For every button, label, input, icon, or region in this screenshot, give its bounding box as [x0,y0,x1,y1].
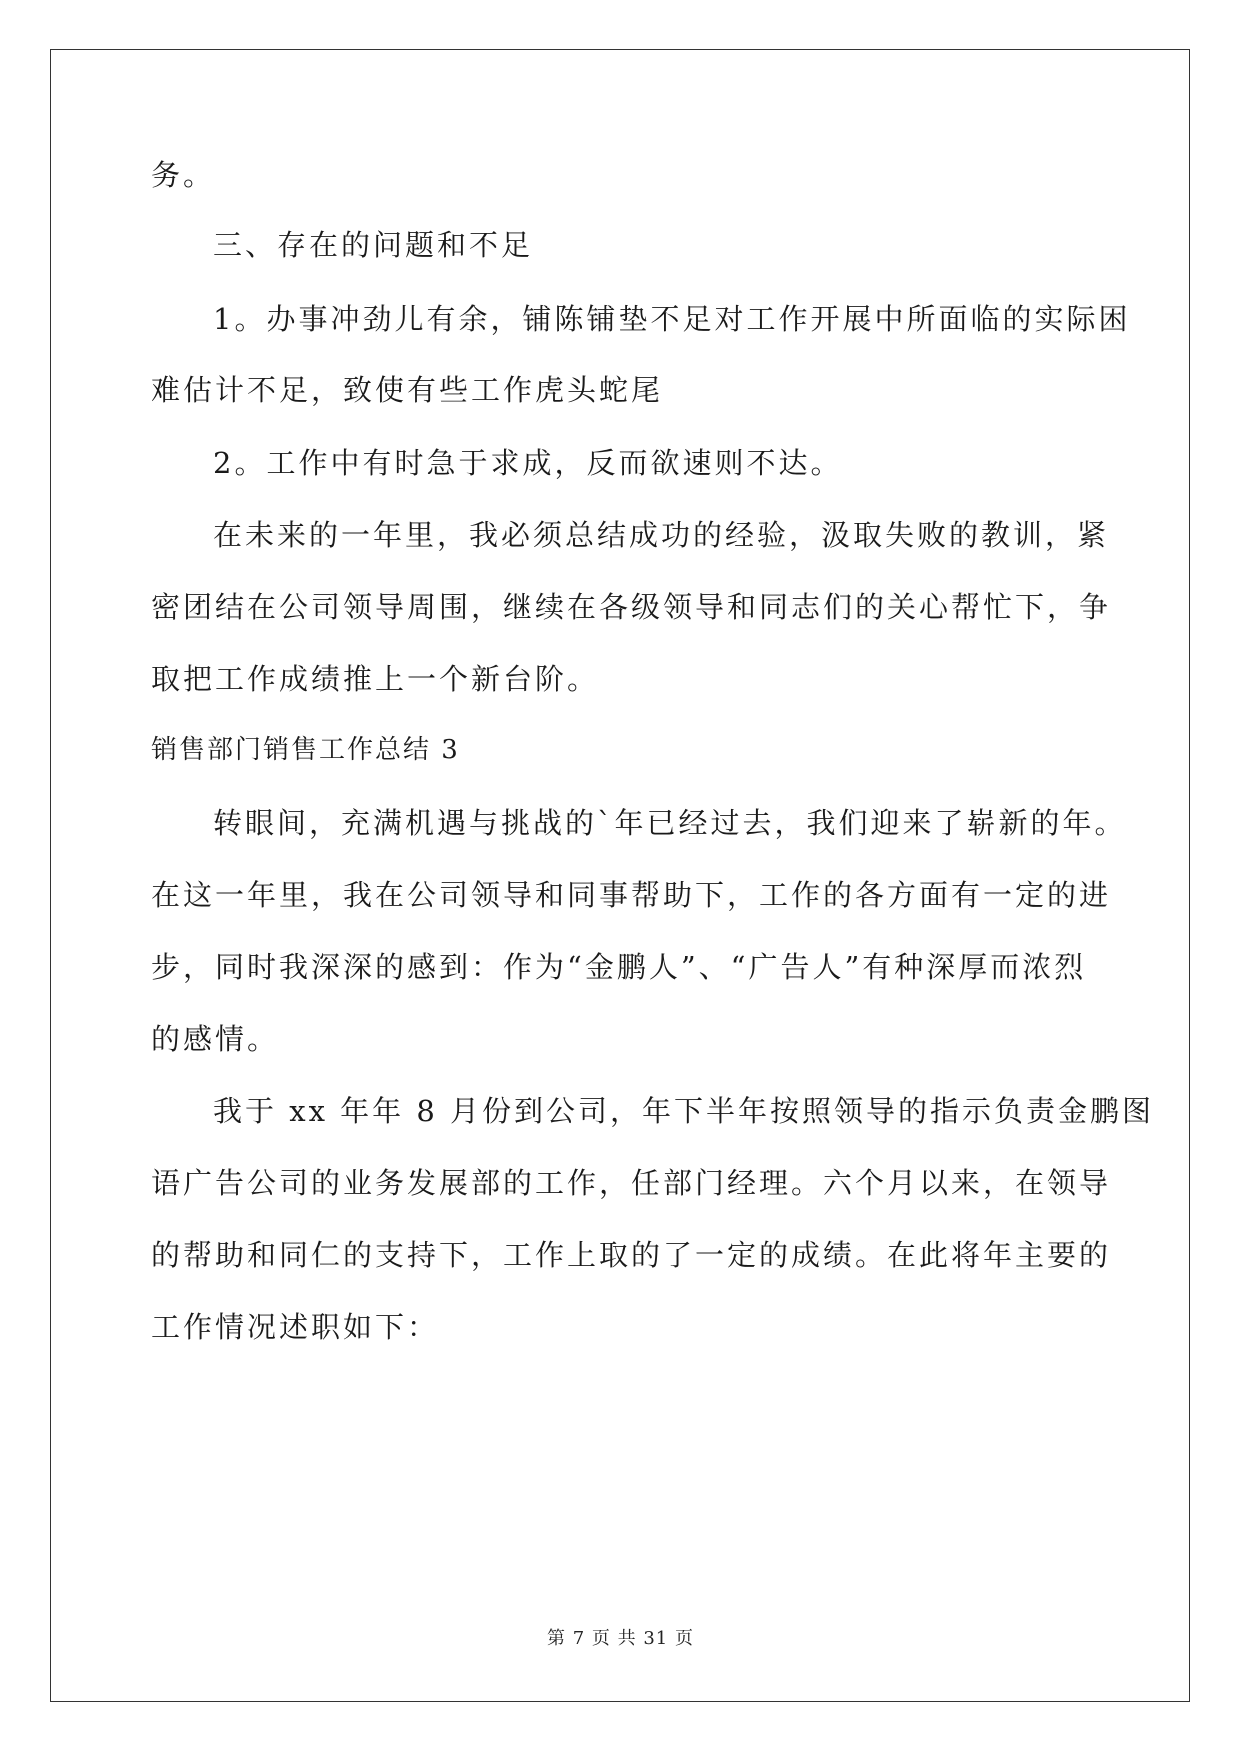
body-line: 在未来的一年里，我必须总结成功的经验，汲取失败的教训，紧 [213,518,1110,552]
body-line: 1。办事冲劲儿有余，铺陈铺垫不足对工作开展中所面临的实际困 [213,302,1131,336]
body-line: 难估计不足，致使有些工作虎头蛇尾 [151,373,664,407]
body-line: 的帮助和同仁的支持下，工作上取的了一定的成绩。在此将年主要的 [151,1238,1112,1272]
body-line: 在这一年里，我在公司领导和同事帮助下，工作的各方面有一定的进 [151,878,1112,912]
body-line: 2。工作中有时急于求成，反而欲速则不达。 [213,446,843,480]
body-line: 我于 xx 年年 8 月份到公司，年下半年按照领导的指示负责金鹏图 [213,1094,1155,1128]
body-line: 语广告公司的业务发展部的工作，任部门经理。六个月以来，在领导 [151,1166,1112,1200]
article-title: 销售部门销售工作总结 3 [151,735,460,765]
body-line: 工作情况述职如下： [151,1310,440,1344]
section-heading: 三、存在的问题和不足 [213,228,534,262]
body-line: 步，同时我深深的感到：作为“金鹏人”、“广告人”有种深厚而浓烈 [151,950,1087,984]
body-line: 密团结在公司领导周围，继续在各级领导和同志们的关心帮忙下，争 [151,590,1112,624]
body-line: 转眼间，充满机遇与挑战的`年已经过去，我们迎来了崭新的年。 [213,806,1127,840]
body-line: 务。 [151,158,216,192]
page-border [50,49,1190,1702]
page-number: 第 7 页 共 31 页 [547,1628,694,1649]
body-line: 取把工作成绩推上一个新台阶。 [151,662,600,696]
body-line: 的感情。 [151,1022,280,1056]
